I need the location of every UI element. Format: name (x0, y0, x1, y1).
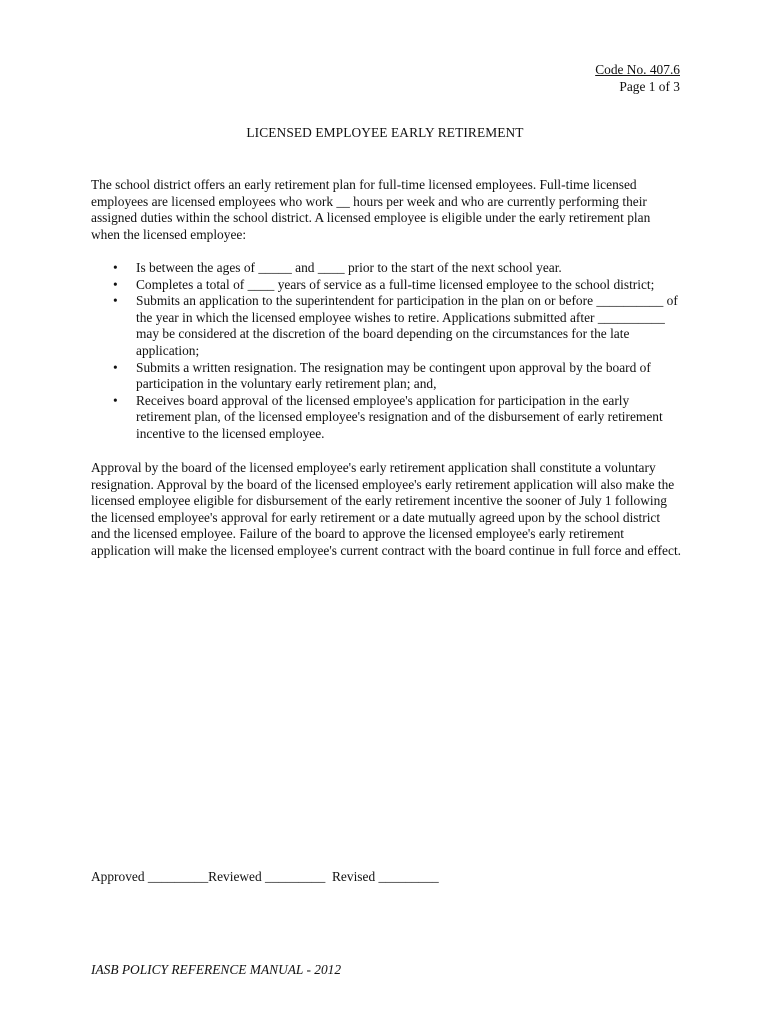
list-item (91, 393, 681, 443)
list-item-text: Is between the ages of _____ and ____ prior to the start of the next school year. (136, 260, 562, 275)
bullet-icon: • (113, 293, 118, 309)
bullet-icon: • (113, 392, 118, 408)
list-item-text: Receives board approval of the licensed employee's application for participation in the early retirement plan, of the licensed employee's resignation and of the disbursement of early retirement incentive to the licensed employee. (136, 392, 663, 441)
approval-line: Approved _________Reviewed _________ Revised _________ (91, 869, 439, 884)
list-item (91, 293, 681, 359)
page-number: Page 1 of 3 (619, 78, 680, 94)
list-item (91, 277, 681, 294)
bullet-icon: • (113, 359, 118, 375)
list-item-text: Submits an application to the superintendent for participation in the plan on or before __________ of the year in which the licensed employee wishes to retire. Applications submitted after __________ may be considered at the discretion of the board depending on the circumstances for the late application; (136, 293, 678, 358)
bullet-icon: • (113, 260, 118, 275)
intro-paragraph: The school district offers an early retirement plan for full-time licensed employees. Full-time licensed employees are licensed employees who work __ hours per week and who are currently performing their assigned duties within the school district. A licensed employee is eligible under the early retirement plan when the licensed employee: (91, 177, 651, 242)
list-item (91, 360, 681, 393)
closing-paragraph: Approval by the board of the licensed employee's early retirement application shall constitute a voluntary resignation. Approval by the board of the licensed employee's early retirement application will also make the licensed employee eligible for disbursement of the early retirement incentive the sooner of July 1 following the licensed employee's approval for early retirement or a date mutually agreed upon by the school district and the licensed employee. Failure of the board to approve the licensed employee's early retirement application will make the licensed employee's current contract with the board continue in full force and effect. (91, 460, 682, 558)
page-footer: IASB POLICY REFERENCE MANUAL - 2012 (91, 962, 342, 977)
bullet-icon: • (113, 276, 118, 292)
document-title: LICENSED EMPLOYEE EARLY RETIREMENT (246, 125, 524, 140)
eligibility-list (91, 260, 681, 443)
page-header (595, 62, 680, 95)
list-item-text: Completes a total of ____ years of service as a full-time licensed employee to the school district; (136, 276, 655, 292)
code-number: Code No. 407.6 (595, 62, 680, 77)
list-item-text: Submits a written resignation. The resignation may be contingent upon approval by the board of participation in the voluntary early retirement plan; and, (136, 359, 651, 392)
list-item (91, 260, 681, 277)
